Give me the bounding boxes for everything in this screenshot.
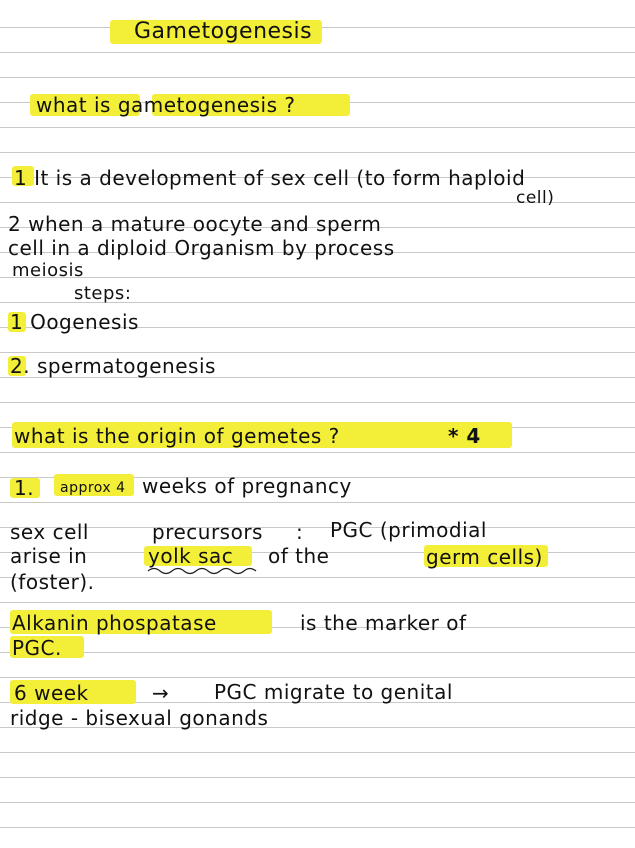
answer1-line4: meiosis [12, 260, 84, 281]
note-title: Gametogenesis [134, 19, 313, 44]
answer2-sex-cell: sex cell [10, 520, 89, 544]
steps-label: steps: [74, 283, 132, 304]
answer2-precursors: precursors [152, 520, 263, 544]
answer1-line3: cell in a diploid Organism by process [8, 236, 395, 260]
answer2-marker-of: is the marker of [300, 611, 467, 635]
answer1-line1: 1 It is a development of sex cell (to form haploid [14, 166, 526, 190]
answer2-pgc-primodial: PGC (primodial [330, 518, 487, 542]
answer2-weeks: weeks of pregnancy [142, 474, 352, 498]
answer2-pgc: PGC. [12, 636, 62, 660]
answer2-germ-cells: germ cells) [426, 545, 543, 569]
answer2-foster: (foster). [10, 570, 95, 594]
answer2-6-week: 6 week [14, 681, 89, 705]
step-2: 2. spermatogenesis [10, 354, 216, 378]
answer2-approx: approx 4 [60, 480, 126, 496]
question-2-marker: * 4 [448, 424, 481, 448]
step-1: 1 Oogenesis [10, 310, 139, 334]
answer1-line2: 2 when a mature oocyte and sperm [8, 212, 382, 236]
answer2-arrow: → [152, 681, 170, 705]
answer2-colon: : [296, 520, 304, 544]
question-2: what is the origin of gemetes ? [14, 424, 340, 448]
answer2-alkanin: Alkanin phospatase [12, 611, 217, 635]
answer1-line1b: cell) [516, 188, 555, 208]
answer2-arise-in: arise in [10, 544, 88, 568]
answer2-of-the: of the [268, 544, 330, 568]
question-1: what is gametogenesis ? [36, 93, 296, 117]
answer2-ridge: ridge - bisexual gonands [10, 706, 269, 730]
answer2-num: 1. [14, 476, 35, 500]
answer2-yolk-sac: yolk sac [148, 544, 234, 568]
answer2-migrate: PGC migrate to genital [214, 680, 453, 704]
